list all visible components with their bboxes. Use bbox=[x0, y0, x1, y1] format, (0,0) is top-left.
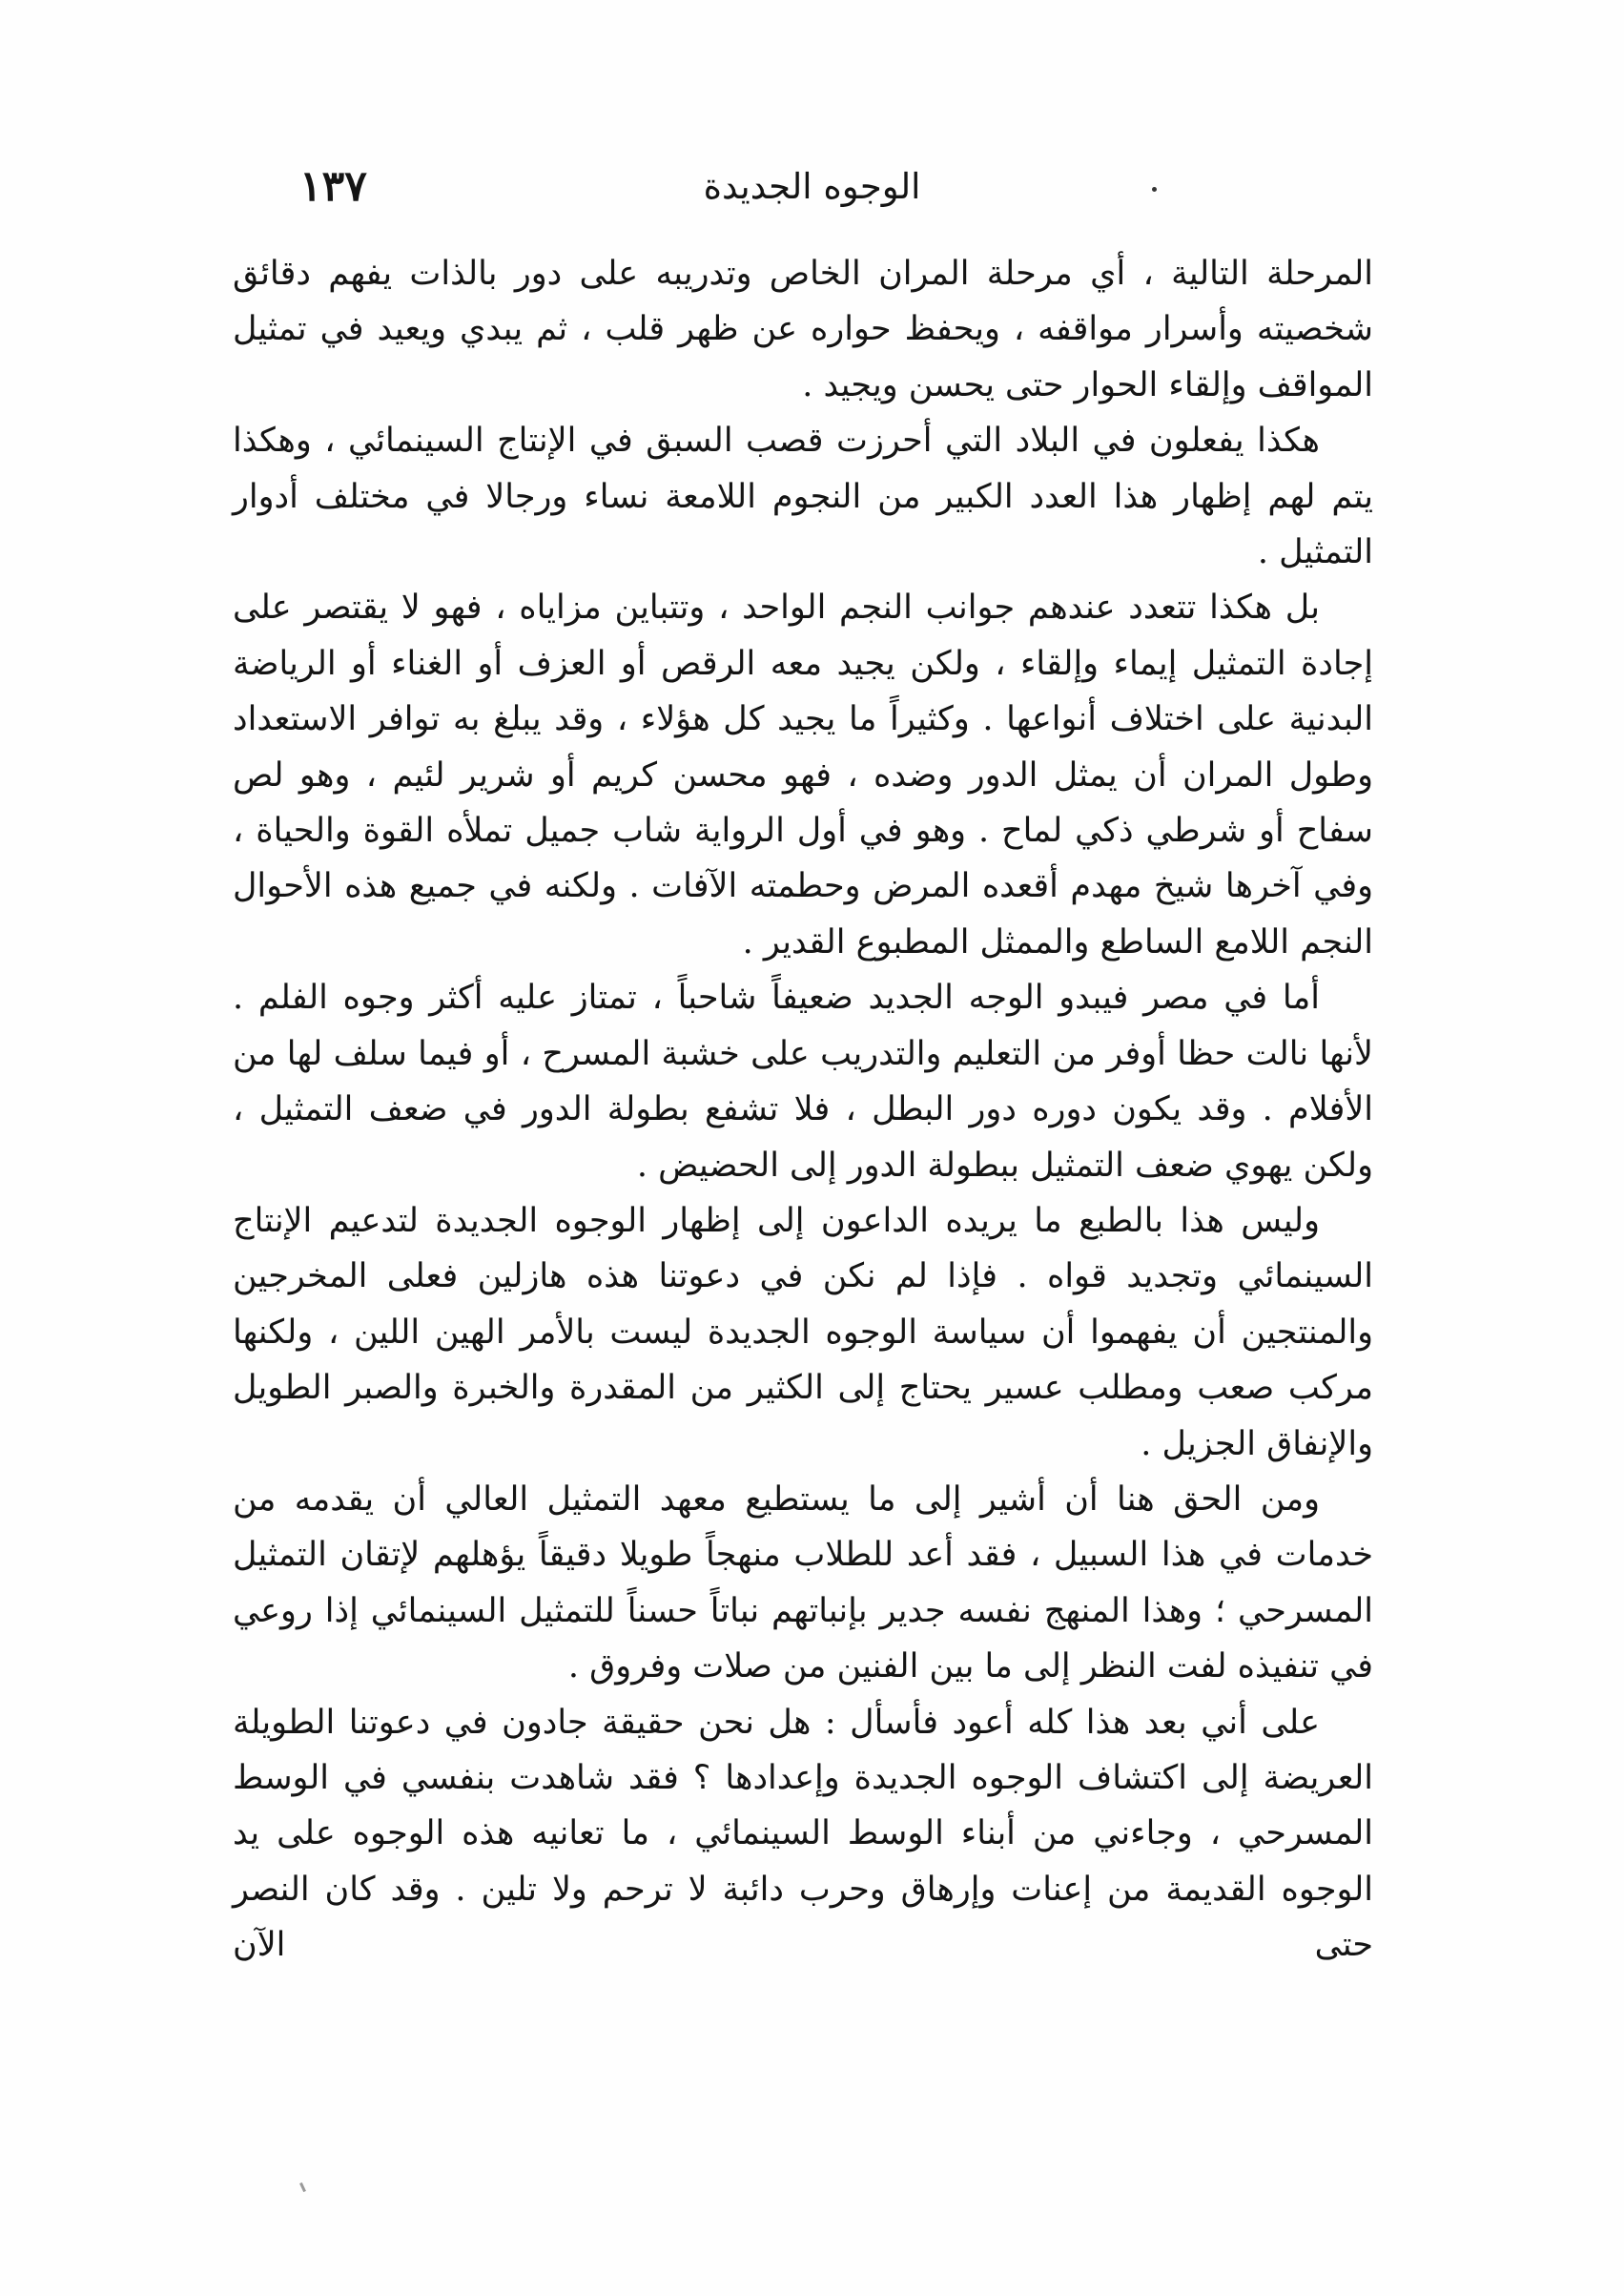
body-text bbox=[233, 246, 1373, 1974]
paragraph: هكذا يفعلون في البلاد التي أحرزت قصب السبق في الإنتاج السينمائي ، وهكذا يتم لهم إظهار هذا العدد الكبير من النجوم اللامعة نساء ورجالا في مختلف أدوار التمثيل . bbox=[233, 422, 1373, 572]
paragraph: المرحلة التالية ، أي مرحلة المران الخاص وتدريبه على دور بالذات يفهم دقائق شخصيته وأسرار مواقفه ، ويحفظ حواره عن ظهر قلب ، ثم يبدي ويعيد في تمثيل المواقف وإلقاء الحوار حتى يحسن ويجيد . bbox=[233, 255, 1373, 404]
page-number: ١٣٧ bbox=[299, 162, 367, 211]
running-title: الوجوه الجديدة bbox=[703, 166, 921, 207]
running-head bbox=[235, 158, 1389, 216]
paragraph: بل هكذا تتعدد عندهم جوانب النجم الواحد ، وتتباين مزاياه ، فهو لا يقتصر على إجادة التمثيل إيماء وإلقاء ، ولكن يجيد معه الرقص أو العزف أو الغناء أو الرياضة البدنية على اختلاف أنواعها . وكثيراً ما يجيد كل هؤلاء ، وقد يبلغ به توافر الاستعداد وطول المران أن يمثل الدور وضده ، فهو محسن كريم أو شرير لئيم ، وهو لص سفاح أو شرطي ذكي لماح . وهو في أول الرواية شاب جميل تملأه القوة والحياة ، وفي آخرها شيخ مهدم أقعده المرض وحطمته الآفات . ولكنه في جميع هذه الأحوال النجم اللامع الساطع والممثل المطبوع القدير . bbox=[233, 589, 1373, 962]
paragraph: ومن الحق هنا أن أشير إلى ما يستطيع معهد التمثيل العالي أن يقدمه من خدمات في هذا السبيل ، فقد أعد للطلاب منهجاً طويلا دقيقاً يؤهلهم لإتقان التمثيل المسرحي ؛ وهذا المنهج نفسه جدير بإنباتهم نباتاً حسناً للتمثيل السينمائي إذا روعي في تنفيذه لفت النظر إلى ما بين الفنين من صلات وفروق . bbox=[233, 1479, 1373, 1686]
paper-speck bbox=[299, 2182, 306, 2192]
paragraph: على أني بعد هذا كله أعود فأسأل : هل نحن حقيقة جادون في دعوتنا الطويلة العريضة إلى اكتشاف الوجوه الجديدة وإعدادها ؟ فقد شاهدت بنفسي في الوسط المسرحي ، وجاءني من أبناء الوسط السينمائي ، ما تعانيه هذه الوجوه على يد الوجوه القديمة من إعنات وإرهاق وحرب دائبة لا ترحم ولا تلين . وقد كان النصر حتى الآن bbox=[233, 1703, 1374, 1965]
paragraph: وليس هذا بالطبع ما يريده الداعون إلى إظهار الوجوه الجديدة لتدعيم الإنتاج السينمائي وتجديد قواه . فإذا لم نكن في دعوتنا هذه هازلين فعلى المخرجين والمنتجين أن يفهموا أن سياسة الوجوه الجديدة ليست بالأمر الهين اللين ، ولكنها مركب صعب ومطلب عسير يحتاج إلى الكثير من المقدرة والخبرة والصبر الطويل والإنفاق الجزيل . bbox=[233, 1201, 1373, 1463]
paragraph: أما في مصر فيبدو الوجه الجديد ضعيفاً شاحباً ، تمتاز عليه أكثر وجوه الفلم . لأنها نالت حظا أوفر من التعليم والتدريب على خشبة المسرح ، أو فيما سلف لها من الأفلام . وقد يكون دوره دور البطل ، فلا تشفع بطولة الدور في ضعف التمثيل ، ولكن يهوي ضعف التمثيل ببطولة الدور إلى الحضيض . bbox=[233, 979, 1373, 1185]
